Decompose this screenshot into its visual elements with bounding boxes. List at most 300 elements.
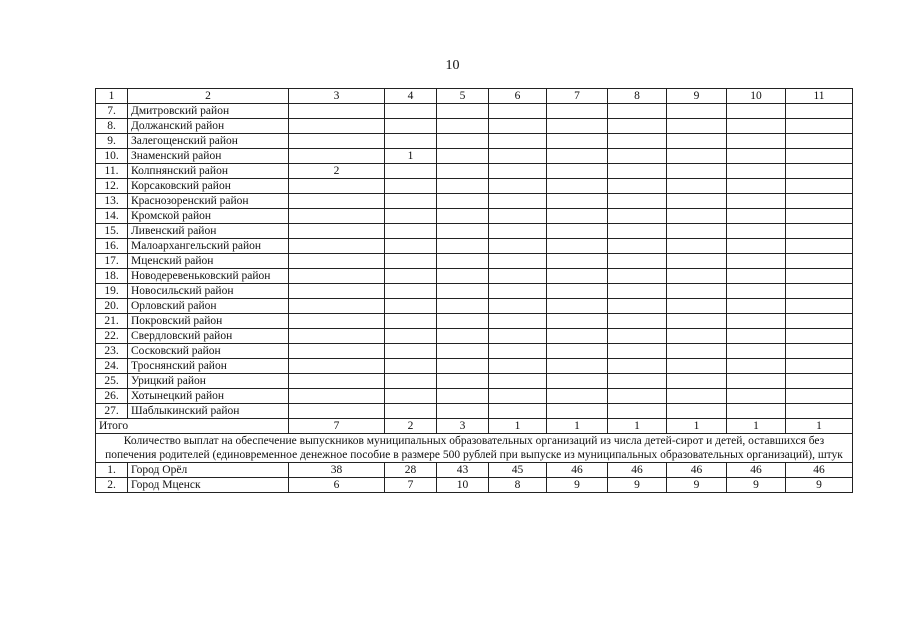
- cell-value: [786, 239, 853, 254]
- cell-value: [727, 329, 786, 344]
- cell-value: [727, 284, 786, 299]
- cell-value: [786, 194, 853, 209]
- cell-value: [489, 179, 547, 194]
- cell-value: [437, 374, 489, 389]
- cell-value: [608, 404, 667, 419]
- cell-value: [786, 299, 853, 314]
- cell-value: [385, 224, 437, 239]
- cell-value: [608, 209, 667, 224]
- cell-value: 46: [608, 463, 667, 478]
- cell-value: [289, 314, 385, 329]
- cell-value: [437, 104, 489, 119]
- cell-value: [437, 224, 489, 239]
- cell-value: 46: [547, 463, 608, 478]
- cell-value: [385, 134, 437, 149]
- cell-value: [489, 149, 547, 164]
- cell-value: [667, 104, 727, 119]
- row-number: 8.: [96, 119, 128, 134]
- cell-value: [547, 164, 608, 179]
- cell-value: 10: [437, 478, 489, 493]
- column-header: 6: [489, 89, 547, 104]
- cell-value: [385, 119, 437, 134]
- cell-value: [667, 359, 727, 374]
- cell-value: [385, 254, 437, 269]
- cell-value: [489, 329, 547, 344]
- cell-value: [608, 104, 667, 119]
- row-number: 24.: [96, 359, 128, 374]
- cell-value: [786, 224, 853, 239]
- page-number: 10: [445, 58, 460, 73]
- column-header: 2: [128, 89, 289, 104]
- cell-value: [727, 254, 786, 269]
- cell-value: [608, 284, 667, 299]
- cell-value: 38: [289, 463, 385, 478]
- cell-value: 9: [667, 478, 727, 493]
- cell-value: [786, 359, 853, 374]
- cell-value: [667, 344, 727, 359]
- cell-value: [667, 149, 727, 164]
- district-name: Корсаковский район: [128, 179, 289, 194]
- cell-value: [727, 299, 786, 314]
- cell-value: [289, 239, 385, 254]
- cell-value: [547, 269, 608, 284]
- cell-value: [667, 374, 727, 389]
- cell-value: [608, 179, 667, 194]
- table-row: [96, 478, 853, 493]
- cell-value: [608, 134, 667, 149]
- district-name: Краснозоренский район: [128, 194, 289, 209]
- total-value: 2: [385, 419, 437, 434]
- cell-value: [437, 314, 489, 329]
- cell-value: [667, 164, 727, 179]
- row-number: 12.: [96, 179, 128, 194]
- cell-value: [289, 104, 385, 119]
- cell-value: [786, 284, 853, 299]
- row-number: 9.: [96, 134, 128, 149]
- cell-value: [489, 164, 547, 179]
- table-row: [96, 179, 853, 194]
- cell-value: [667, 239, 727, 254]
- cell-value: [786, 254, 853, 269]
- header-row: [96, 89, 853, 104]
- column-header: 9: [667, 89, 727, 104]
- cell-value: [608, 389, 667, 404]
- cell-value: [547, 224, 608, 239]
- district-name: Должанский район: [128, 119, 289, 134]
- district-name: Урицкий район: [128, 374, 289, 389]
- cell-value: [489, 344, 547, 359]
- cell-value: [608, 164, 667, 179]
- cell-value: [289, 179, 385, 194]
- cell-value: [727, 239, 786, 254]
- district-name: Залегощенский район: [128, 134, 289, 149]
- cell-value: 9: [547, 478, 608, 493]
- district-name: Малоархангельский район: [128, 239, 289, 254]
- cell-value: [667, 404, 727, 419]
- cell-value: [437, 404, 489, 419]
- total-value: 1: [489, 419, 547, 434]
- district-name: Колпнянский район: [128, 164, 289, 179]
- cell-value: [608, 359, 667, 374]
- cell-value: [786, 164, 853, 179]
- total-value: 1: [727, 419, 786, 434]
- table-row: [96, 344, 853, 359]
- cell-value: [608, 314, 667, 329]
- cell-value: [489, 374, 547, 389]
- row-number: 27.: [96, 404, 128, 419]
- cell-value: [608, 374, 667, 389]
- cell-value: [385, 104, 437, 119]
- cell-value: 8: [489, 478, 547, 493]
- cell-value: [667, 209, 727, 224]
- cell-value: [786, 389, 853, 404]
- district-name: Хотынецкий район: [128, 389, 289, 404]
- cell-value: 2: [289, 164, 385, 179]
- district-name: Сосковский район: [128, 344, 289, 359]
- cell-value: [608, 329, 667, 344]
- cell-value: [547, 179, 608, 194]
- total-value: 3: [437, 419, 489, 434]
- row-number: 14.: [96, 209, 128, 224]
- cell-value: [437, 194, 489, 209]
- cell-value: [489, 404, 547, 419]
- table-row: [96, 254, 853, 269]
- cell-value: [727, 149, 786, 164]
- cell-value: [385, 194, 437, 209]
- cell-value: [786, 404, 853, 419]
- cell-value: [667, 119, 727, 134]
- total-row: [96, 419, 853, 434]
- cell-value: [547, 299, 608, 314]
- cell-value: [437, 329, 489, 344]
- row-number: 10.: [96, 149, 128, 164]
- cell-value: [547, 329, 608, 344]
- cell-value: [289, 374, 385, 389]
- total-value: 1: [547, 419, 608, 434]
- cell-value: [667, 194, 727, 209]
- table-row: [96, 164, 853, 179]
- table-row: [96, 374, 853, 389]
- cell-value: [786, 374, 853, 389]
- cell-value: [489, 389, 547, 404]
- cell-value: [608, 194, 667, 209]
- column-header: 7: [547, 89, 608, 104]
- cell-value: [385, 269, 437, 284]
- row-number: 1.: [96, 463, 128, 478]
- row-number: 19.: [96, 284, 128, 299]
- cell-value: [547, 149, 608, 164]
- total-value: 1: [667, 419, 727, 434]
- cell-value: [667, 224, 727, 239]
- city-name: Город Орёл: [128, 463, 289, 478]
- row-number: 22.: [96, 329, 128, 344]
- cell-value: 28: [385, 463, 437, 478]
- cell-value: [289, 149, 385, 164]
- table-row: [96, 149, 853, 164]
- cell-value: [437, 149, 489, 164]
- cell-value: [489, 284, 547, 299]
- cell-value: [608, 344, 667, 359]
- cell-value: [547, 374, 608, 389]
- row-number: 25.: [96, 374, 128, 389]
- cell-value: 9: [786, 478, 853, 493]
- cell-value: [489, 194, 547, 209]
- cell-value: [289, 299, 385, 314]
- cell-value: [667, 299, 727, 314]
- cell-value: [667, 269, 727, 284]
- cell-value: 9: [608, 478, 667, 493]
- cell-value: [608, 299, 667, 314]
- row-number: 15.: [96, 224, 128, 239]
- row-number: 20.: [96, 299, 128, 314]
- cell-value: [667, 179, 727, 194]
- column-header: 10: [727, 89, 786, 104]
- table-row: [96, 224, 853, 239]
- cell-value: [727, 164, 786, 179]
- table-row: [96, 463, 853, 478]
- cell-value: [289, 224, 385, 239]
- cell-value: [786, 104, 853, 119]
- row-number: 18.: [96, 269, 128, 284]
- cell-value: [608, 254, 667, 269]
- cell-value: [727, 389, 786, 404]
- cell-value: [547, 389, 608, 404]
- cell-value: [786, 344, 853, 359]
- cell-value: 43: [437, 463, 489, 478]
- cell-value: [786, 179, 853, 194]
- district-name: Троснянский район: [128, 359, 289, 374]
- cell-value: [667, 254, 727, 269]
- cell-value: [437, 389, 489, 404]
- column-header: 4: [385, 89, 437, 104]
- cell-value: [786, 134, 853, 149]
- cell-value: [667, 134, 727, 149]
- cell-value: 46: [786, 463, 853, 478]
- cell-value: [727, 224, 786, 239]
- cell-value: [385, 284, 437, 299]
- table-row: [96, 119, 853, 134]
- district-name: Дмитровский район: [128, 104, 289, 119]
- cell-value: [489, 224, 547, 239]
- table-row: [96, 299, 853, 314]
- cell-value: [289, 329, 385, 344]
- cell-value: [547, 254, 608, 269]
- table-row: [96, 104, 853, 119]
- column-header: 11: [786, 89, 853, 104]
- cell-value: [727, 374, 786, 389]
- cell-value: [385, 359, 437, 374]
- district-name: Новодеревеньковский район: [128, 269, 289, 284]
- cell-value: [289, 284, 385, 299]
- cell-value: [289, 209, 385, 224]
- cell-value: [385, 374, 437, 389]
- cell-value: [727, 344, 786, 359]
- cell-value: 9: [727, 478, 786, 493]
- cell-value: [437, 119, 489, 134]
- table-row: [96, 239, 853, 254]
- district-name: Орловский район: [128, 299, 289, 314]
- cell-value: [786, 269, 853, 284]
- cell-value: [489, 209, 547, 224]
- city-name: Город Мценск: [128, 478, 289, 493]
- district-name: Кромской район: [128, 209, 289, 224]
- cell-value: [437, 344, 489, 359]
- cell-value: [289, 269, 385, 284]
- cell-value: [489, 299, 547, 314]
- cell-value: [727, 134, 786, 149]
- column-header: 1: [96, 89, 128, 104]
- district-name: Свердловский район: [128, 329, 289, 344]
- cell-value: [786, 314, 853, 329]
- column-header: 3: [289, 89, 385, 104]
- cell-value: [547, 119, 608, 134]
- row-number: 7.: [96, 104, 128, 119]
- cell-value: 45: [489, 463, 547, 478]
- row-number: 23.: [96, 344, 128, 359]
- row-number: 11.: [96, 164, 128, 179]
- cell-value: [385, 164, 437, 179]
- cell-value: [667, 389, 727, 404]
- district-name: Мценский район: [128, 254, 289, 269]
- cell-value: [289, 254, 385, 269]
- cell-value: [289, 119, 385, 134]
- cell-value: [489, 359, 547, 374]
- cell-value: [437, 179, 489, 194]
- district-name: Шаблыкинский район: [128, 404, 289, 419]
- cell-value: [727, 404, 786, 419]
- cell-value: [289, 194, 385, 209]
- cell-value: [547, 239, 608, 254]
- cell-value: [385, 209, 437, 224]
- cell-value: [289, 134, 385, 149]
- cell-value: [385, 239, 437, 254]
- cell-value: [786, 119, 853, 134]
- cell-value: [786, 329, 853, 344]
- cell-value: [437, 254, 489, 269]
- table-row: [96, 359, 853, 374]
- cell-value: 6: [289, 478, 385, 493]
- cell-value: [608, 149, 667, 164]
- cell-value: [437, 299, 489, 314]
- cell-value: 7: [385, 478, 437, 493]
- cell-value: [489, 134, 547, 149]
- cell-value: [385, 389, 437, 404]
- row-number: 16.: [96, 239, 128, 254]
- cell-value: [667, 329, 727, 344]
- cell-value: [289, 389, 385, 404]
- district-name: Ливенский район: [128, 224, 289, 239]
- district-name: Знаменский район: [128, 149, 289, 164]
- cell-value: [489, 314, 547, 329]
- cell-value: [489, 269, 547, 284]
- cell-value: [437, 164, 489, 179]
- cell-value: [547, 209, 608, 224]
- cell-value: [547, 194, 608, 209]
- cell-value: 46: [727, 463, 786, 478]
- column-header: 8: [608, 89, 667, 104]
- table-row: [96, 284, 853, 299]
- cell-value: [727, 119, 786, 134]
- cell-value: [727, 359, 786, 374]
- row-number: 2.: [96, 478, 128, 493]
- row-number: 13.: [96, 194, 128, 209]
- cell-value: [489, 239, 547, 254]
- cell-value: [385, 179, 437, 194]
- cell-value: [437, 359, 489, 374]
- total-label: Итого: [96, 419, 289, 434]
- cell-value: [608, 224, 667, 239]
- table-row: [96, 209, 853, 224]
- row-number: 21.: [96, 314, 128, 329]
- cell-value: [727, 269, 786, 284]
- cell-value: [385, 404, 437, 419]
- cell-value: [786, 149, 853, 164]
- cell-value: [385, 299, 437, 314]
- cell-value: [385, 344, 437, 359]
- data-table: [95, 88, 853, 493]
- cell-value: [289, 404, 385, 419]
- cell-value: [727, 194, 786, 209]
- cell-value: [385, 329, 437, 344]
- row-number: 17.: [96, 254, 128, 269]
- table-row: [96, 269, 853, 284]
- cell-value: [667, 284, 727, 299]
- section-title-row: [96, 434, 853, 463]
- cell-value: [437, 134, 489, 149]
- cell-value: [727, 314, 786, 329]
- cell-value: 1: [385, 149, 437, 164]
- cell-value: [547, 104, 608, 119]
- cell-value: 46: [667, 463, 727, 478]
- district-name: Покровский район: [128, 314, 289, 329]
- cell-value: [437, 269, 489, 284]
- cell-value: [385, 314, 437, 329]
- table-row: [96, 314, 853, 329]
- cell-value: [547, 359, 608, 374]
- cell-value: [608, 119, 667, 134]
- row-number: 26.: [96, 389, 128, 404]
- cell-value: [547, 284, 608, 299]
- cell-value: [289, 344, 385, 359]
- cell-value: [489, 119, 547, 134]
- table-row: [96, 329, 853, 344]
- cell-value: [786, 209, 853, 224]
- total-value: 1: [786, 419, 853, 434]
- cell-value: [547, 344, 608, 359]
- cell-value: [437, 284, 489, 299]
- total-value: 1: [608, 419, 667, 434]
- column-header: 5: [437, 89, 489, 104]
- total-value: 7: [289, 419, 385, 434]
- table-row: [96, 194, 853, 209]
- cell-value: [437, 239, 489, 254]
- table-row: [96, 389, 853, 404]
- cell-value: [608, 269, 667, 284]
- cell-value: [489, 104, 547, 119]
- cell-value: [437, 209, 489, 224]
- table-row: [96, 134, 853, 149]
- district-name: Новосильский район: [128, 284, 289, 299]
- cell-value: [727, 104, 786, 119]
- cell-value: [727, 179, 786, 194]
- cell-value: [547, 134, 608, 149]
- cell-value: [608, 239, 667, 254]
- cell-value: [547, 404, 608, 419]
- table-row: [96, 404, 853, 419]
- section-title: Количество выплат на обеспечение выпускников муниципальных образовательных организаций из числа детей-сирот и детей, оставшихся без попечения родителей (единовременное денежное пособие в размере 500 рублей при выпуске из муниципальных образовательных организаций), штук: [96, 434, 853, 463]
- cell-value: [547, 314, 608, 329]
- cell-value: [727, 209, 786, 224]
